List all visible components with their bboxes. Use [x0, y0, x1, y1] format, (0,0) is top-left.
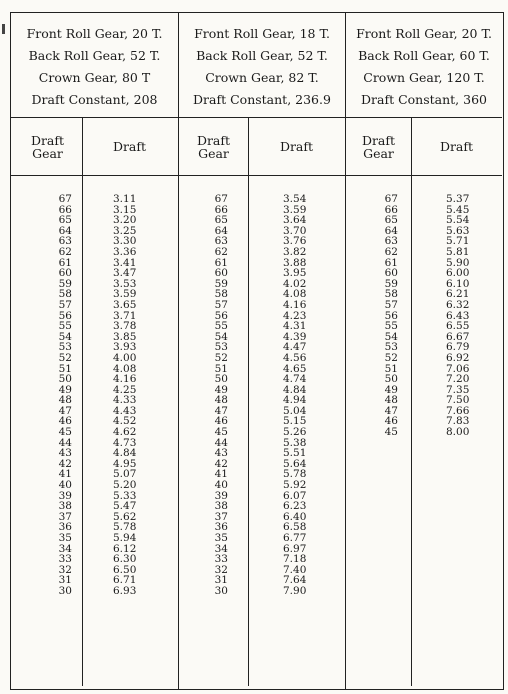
table-cell: 5.94: [113, 532, 137, 544]
table-cell: 35: [214, 532, 228, 544]
header-line: Back Roll Gear, 60 T.: [358, 48, 490, 63]
table-cell: 7.35: [446, 383, 470, 396]
table-cell: 3.78: [113, 320, 137, 333]
table-cell: 3.11: [113, 193, 137, 205]
table-cell: 6.43: [446, 309, 470, 322]
table-cell: 4.08: [113, 362, 137, 375]
table-cell: 63: [214, 235, 228, 248]
table-cell: 66: [384, 203, 398, 216]
table-cell: 55: [58, 320, 72, 333]
table-cell: 6.23: [283, 500, 307, 513]
table-cell: 30: [214, 584, 228, 597]
table-cell: 31: [58, 574, 72, 587]
table-cell: 62: [384, 245, 398, 258]
table-cell: 51: [58, 362, 72, 375]
table-cell: 7.50: [446, 394, 470, 407]
table-cell: 5.71: [446, 235, 470, 248]
table-cell: 5.81: [446, 245, 470, 258]
col-header-draft: Draft: [279, 139, 314, 154]
header-line: Crown Gear, 120 T.: [363, 70, 485, 85]
table-cell: 4.39: [283, 330, 307, 343]
table-cell: 38: [58, 500, 72, 513]
table-1: [11, 13, 178, 689]
table-cell: 6.50: [113, 563, 137, 576]
table-cell: 65: [58, 214, 72, 227]
gear-column: [179, 176, 249, 686]
table-cell: 67: [384, 193, 398, 205]
table-1-body: [11, 176, 178, 686]
table-cell: 4.65: [283, 362, 307, 375]
table-cell: 64: [214, 224, 228, 237]
table-cell: 7.40: [283, 563, 307, 576]
table-cell: 31: [214, 574, 228, 587]
table-cell: 60: [214, 267, 228, 280]
table-cell: 5.38: [283, 436, 307, 449]
table-cell: 4.00: [113, 351, 137, 364]
table-cell: 52: [58, 351, 72, 364]
header-line: Draft Constant, 208: [31, 92, 158, 107]
table-cell: 6.21: [446, 288, 470, 301]
table-cell: 61: [384, 256, 398, 269]
table-cell: 7.64: [283, 574, 307, 587]
table-cell: 3.59: [283, 203, 307, 216]
table-cell: 4.08: [283, 288, 307, 301]
table-cell: 3.82: [283, 245, 307, 258]
col-header-draft-gear: Draft Gear: [179, 118, 249, 175]
table-2-column-headers: [179, 118, 345, 176]
table-cell: 32: [214, 563, 228, 576]
table-cell: 51: [214, 362, 228, 375]
table-cell: 5.47: [113, 500, 137, 513]
table-cell: 52: [214, 351, 228, 364]
table-cell: 60: [58, 267, 72, 280]
table-cell: 49: [384, 383, 398, 396]
table-cell: 5.78: [283, 468, 307, 481]
table-cell: 64: [58, 224, 72, 237]
header-line: Crown Gear, 82 T.: [205, 70, 319, 85]
table-3-header: [346, 13, 502, 118]
table-2-header: [179, 13, 345, 118]
draft-column: [412, 176, 501, 686]
table-cell: 3.64: [283, 214, 307, 227]
table-1-column-headers: [11, 118, 178, 176]
table-cell: 53: [58, 341, 72, 354]
table-cell: 5.45: [446, 203, 470, 216]
table-cell: 5.04: [283, 404, 307, 417]
table-cell: 4.95: [113, 457, 137, 470]
table-cell: 6.92: [446, 351, 470, 364]
margin-mark: [2, 24, 5, 34]
header-line: Front Roll Gear, 20 T.: [356, 26, 492, 41]
table-cell: 52: [384, 351, 398, 364]
header-line: Draft Constant, 236.9: [193, 92, 331, 107]
table-cell: 67: [214, 193, 228, 205]
header-line: Back Roll Gear, 52 T.: [196, 48, 328, 63]
table-cell: 6.97: [283, 542, 307, 555]
table-cell: 4.43: [113, 404, 137, 417]
table-cell: 5.54: [446, 214, 470, 227]
table-cell: 6.79: [446, 341, 470, 354]
col-header-draft-gear: Draft Gear: [346, 118, 412, 175]
table-cell: 5.07: [113, 468, 137, 481]
table-cell: 6.10: [446, 277, 470, 290]
table-cell: 48: [384, 394, 398, 407]
table-cell: 3.93: [113, 341, 137, 354]
table-2-body: [179, 176, 345, 686]
table-cell: 40: [58, 479, 72, 492]
table-cell: 65: [214, 214, 228, 227]
table-cell: 3.70: [283, 224, 307, 237]
table-cell: 64: [384, 224, 398, 237]
table-cell: 4.16: [113, 373, 137, 386]
table-cell: 36: [58, 521, 72, 534]
table-cell: 7.18: [283, 553, 307, 566]
table-cell: 5.90: [446, 256, 470, 269]
draft-gear-tables: [10, 12, 504, 690]
header-line: Draft Constant, 360: [361, 92, 487, 107]
table-cell: 3.59: [113, 288, 137, 301]
table-cell: 6.58: [283, 521, 307, 534]
table-cell: 53: [384, 341, 398, 354]
table-cell: 46: [384, 415, 398, 428]
table-cell: 3.88: [283, 256, 307, 269]
table-cell: 56: [384, 309, 398, 322]
table-cell: 7.06: [446, 362, 470, 375]
table-cell: 5.37: [446, 193, 470, 205]
table-cell: 5.51: [283, 447, 307, 460]
table-cell: 45: [58, 426, 72, 439]
table-cell: 6.40: [283, 510, 307, 523]
table-cell: 7.83: [446, 415, 470, 428]
table-cell: 35: [58, 532, 72, 544]
table-cell: 63: [58, 235, 72, 248]
header-line: Crown Gear, 80 T: [38, 70, 151, 85]
table-cell: 58: [384, 288, 398, 301]
table-cell: 36: [214, 521, 228, 534]
table-cell: 6.07: [283, 489, 307, 502]
table-cell: 58: [58, 288, 72, 301]
table-cell: 4.94: [283, 394, 307, 407]
table-cell: 49: [214, 383, 228, 396]
table-cell: 42: [58, 457, 72, 470]
table-cell: 3.36: [113, 245, 137, 258]
table-cell: 6.77: [283, 532, 307, 544]
table-cell: 49: [58, 383, 72, 396]
table-cell: 5.63: [446, 224, 470, 237]
table-cell: 65: [384, 214, 398, 227]
table-cell: 37: [214, 510, 228, 523]
table-cell: 66: [58, 203, 72, 216]
table-cell: 39: [58, 489, 72, 502]
table-cell: 4.02: [283, 277, 307, 290]
col-header-draft: Draft: [112, 139, 147, 154]
table-cell: 5.92: [283, 479, 307, 492]
table-cell: 3.95: [283, 267, 307, 280]
table-cell: 40: [214, 479, 228, 492]
table-cell: 33: [214, 553, 228, 566]
table-cell: 44: [58, 436, 72, 449]
table-cell: 34: [58, 542, 72, 555]
table-cell: 34: [214, 542, 228, 555]
table-cell: 62: [214, 245, 228, 258]
table-cell: 3.76: [283, 235, 307, 248]
table-cell: 39: [214, 489, 228, 502]
table-cell: 61: [58, 256, 72, 269]
table-cell: 5.20: [113, 479, 137, 492]
gear-column: [346, 176, 412, 686]
table-cell: 7.20: [446, 373, 470, 386]
table-cell: 3.30: [113, 235, 137, 248]
table-cell: 41: [58, 468, 72, 481]
table-cell: 44: [214, 436, 228, 449]
table-cell: 6.32: [446, 298, 470, 311]
table-cell: 3.65: [113, 298, 137, 311]
table-cell: 8.00: [446, 426, 470, 439]
table-cell: 4.31: [283, 320, 307, 333]
table-cell: 38: [214, 500, 228, 513]
table-cell: 3.15: [113, 203, 137, 216]
table-cell: 42: [214, 457, 228, 470]
table-cell: 4.47: [283, 341, 307, 354]
table-cell: 46: [214, 415, 228, 428]
table-cell: 46: [58, 415, 72, 428]
draft-column: [83, 176, 176, 686]
table-2: [178, 13, 345, 689]
table-cell: 3.47: [113, 267, 137, 280]
table-3-column-headers: [346, 118, 502, 176]
draft-column: [249, 176, 344, 686]
table-cell: 55: [214, 320, 228, 333]
table-cell: 54: [214, 330, 228, 343]
table-cell: 4.74: [283, 373, 307, 386]
table-cell: 4.62: [113, 426, 137, 439]
table-cell: 37: [58, 510, 72, 523]
gear-column: [11, 176, 83, 686]
table-cell: 5.62: [113, 510, 137, 523]
table-cell: 3.71: [113, 309, 137, 322]
table-cell: 3.25: [113, 224, 137, 237]
table-cell: 67: [58, 193, 72, 205]
table-cell: 56: [58, 309, 72, 322]
header-line: Back Roll Gear, 52 T.: [28, 48, 161, 63]
table-cell: 7.66: [446, 404, 470, 417]
table-cell: 3.53: [113, 277, 137, 290]
table-cell: 43: [214, 447, 228, 460]
table-cell: 4.33: [113, 394, 137, 407]
table-cell: 4.84: [283, 383, 307, 396]
table-cell: 51: [384, 362, 398, 375]
table-cell: 50: [214, 373, 228, 386]
table-cell: 62: [58, 245, 72, 258]
table-cell: 4.84: [113, 447, 137, 460]
col-header-draft: Draft: [439, 139, 474, 154]
table-cell: 4.25: [113, 383, 137, 396]
table-cell: 6.93: [113, 584, 137, 597]
table-cell: 5.26: [283, 426, 307, 439]
table-cell: 66: [214, 203, 228, 216]
table-cell: 7.90: [283, 584, 307, 597]
table-cell: 58: [214, 288, 228, 301]
table-cell: 63: [384, 235, 398, 248]
header-line: Front Roll Gear, 20 T.: [26, 26, 163, 41]
table-cell: 3.20: [113, 214, 137, 227]
table-cell: 5.64: [283, 457, 307, 470]
table-cell: 4.23: [283, 309, 307, 322]
table-cell: 6.67: [446, 330, 470, 343]
table-cell: 3.85: [113, 330, 137, 343]
table-cell: 3.41: [113, 256, 137, 269]
table-cell: 54: [384, 330, 398, 343]
table-cell: 5.78: [113, 521, 137, 534]
table-cell: 54: [58, 330, 72, 343]
table-cell: 56: [214, 309, 228, 322]
table-cell: 50: [384, 373, 398, 386]
table-cell: 59: [58, 277, 72, 290]
table-cell: 57: [384, 298, 398, 311]
table-1-header: [11, 13, 178, 118]
table-cell: 5.33: [113, 489, 137, 502]
table-3-body: [346, 176, 502, 686]
table-cell: 33: [58, 553, 72, 566]
table-cell: 57: [58, 298, 72, 311]
table-cell: 43: [58, 447, 72, 460]
table-cell: 59: [214, 277, 228, 290]
table-cell: 47: [58, 404, 72, 417]
table-cell: 57: [214, 298, 228, 311]
table-cell: 45: [384, 426, 398, 439]
table-cell: 4.52: [113, 415, 137, 428]
table-cell: 60: [384, 267, 398, 280]
table-cell: 6.12: [113, 542, 137, 555]
table-cell: 4.16: [283, 298, 307, 311]
table-cell: 48: [214, 394, 228, 407]
table-cell: 4.73: [113, 436, 137, 449]
table-cell: 53: [214, 341, 228, 354]
table-cell: 41: [214, 468, 228, 481]
header-line: Front Roll Gear, 18 T.: [194, 26, 330, 41]
table-cell: 6.55: [446, 320, 470, 333]
table-cell: 3.54: [283, 193, 307, 205]
table-cell: 6.30: [113, 553, 137, 566]
table-cell: 6.71: [113, 574, 137, 587]
table-cell: 4.56: [283, 351, 307, 364]
page: [2, 12, 504, 690]
table-cell: 59: [384, 277, 398, 290]
table-cell: 47: [384, 404, 398, 417]
table-cell: 5.15: [283, 415, 307, 428]
table-cell: 47: [214, 404, 228, 417]
table-cell: 30: [58, 584, 72, 597]
table-cell: 61: [214, 256, 228, 269]
col-header-draft-gear: Draft Gear: [11, 118, 83, 175]
table-cell: 50: [58, 373, 72, 386]
table-cell: 55: [384, 320, 398, 333]
table-cell: 32: [58, 563, 72, 576]
table-cell: 6.00: [446, 267, 470, 280]
table-cell: 48: [58, 394, 72, 407]
table-cell: 45: [214, 426, 228, 439]
table-3: [345, 13, 502, 689]
